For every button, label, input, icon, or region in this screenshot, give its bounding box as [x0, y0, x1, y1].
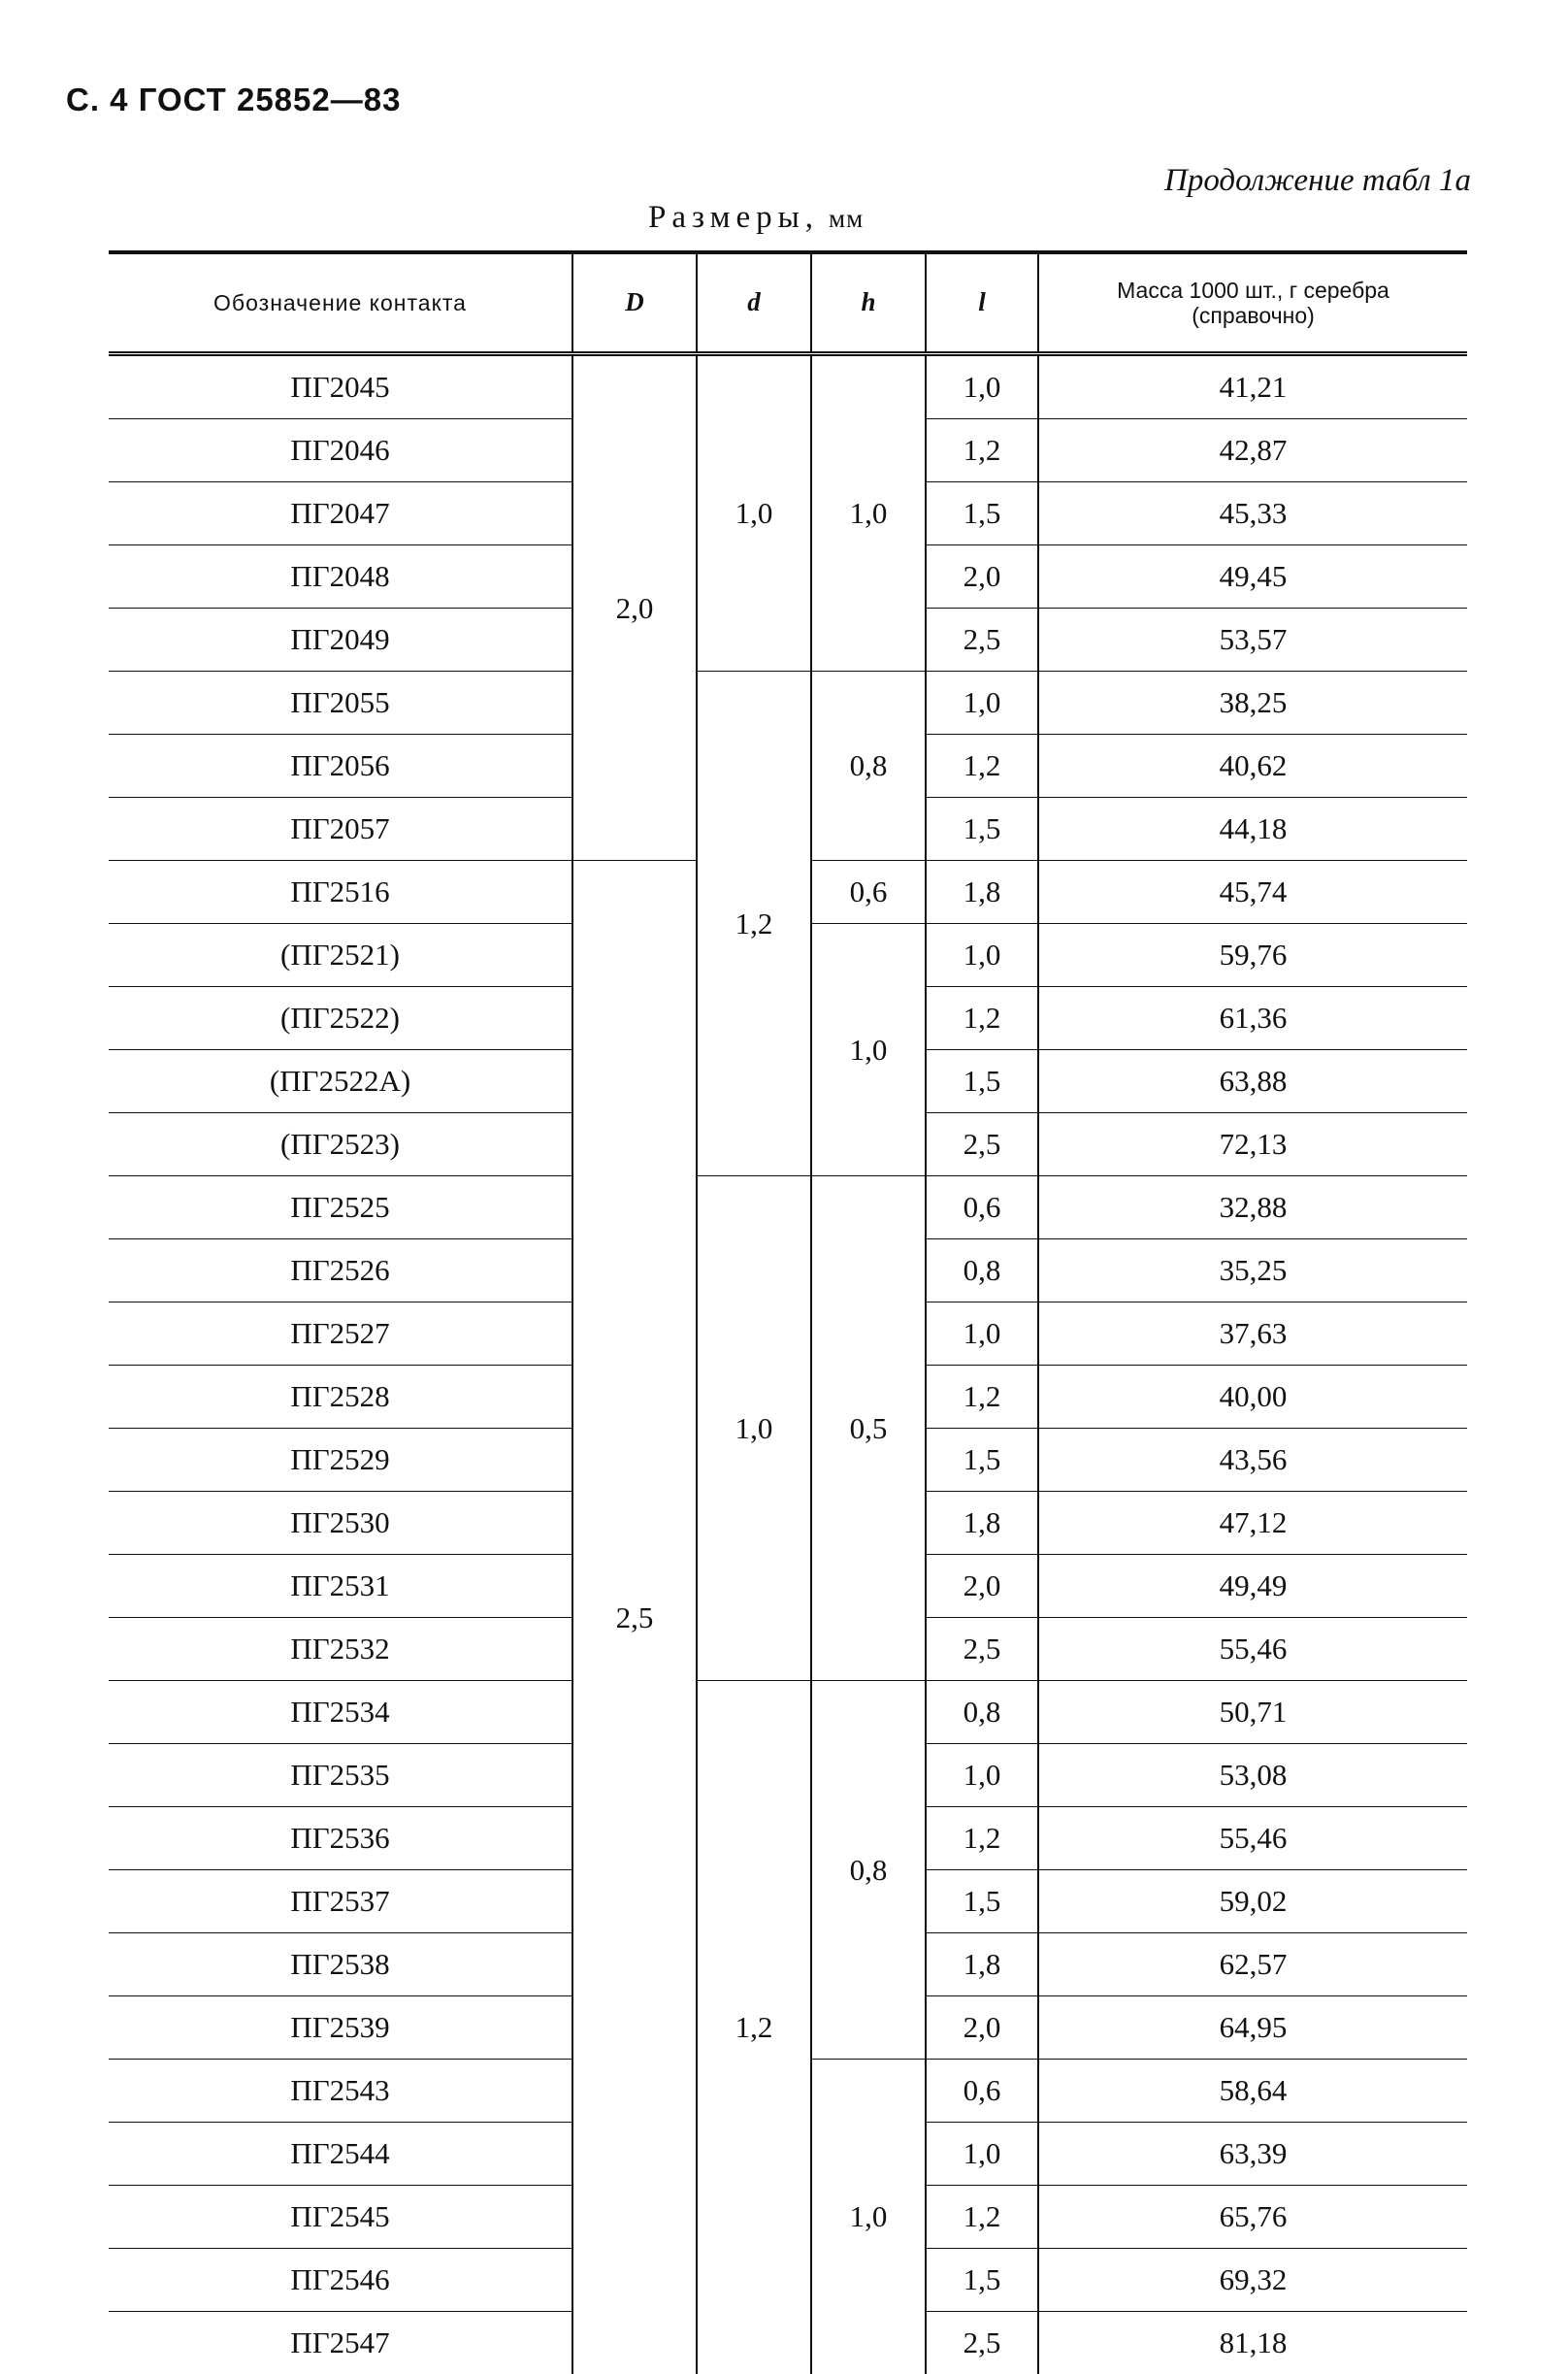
contact-designation: ПГ2532	[109, 1618, 572, 1681]
l-value: 1,8	[926, 1492, 1038, 1555]
D-value: 2,0	[572, 354, 697, 861]
contact-designation: ПГ2543	[109, 2060, 572, 2123]
table-body	[109, 354, 1467, 2374]
l-value: 1,5	[926, 798, 1038, 861]
l-value: 1,2	[926, 419, 1038, 482]
h-value: 0,8	[811, 1681, 926, 2060]
contact-designation: ПГ2527	[109, 1302, 572, 1366]
contact-designation: ПГ2046	[109, 419, 572, 482]
contact-designation: ПГ2048	[109, 545, 572, 609]
table-row	[109, 354, 1467, 419]
contact-designation: ПГ2057	[109, 798, 572, 861]
contact-designation: ПГ2516	[109, 861, 572, 924]
contact-designation: (ПГ2523)	[109, 1113, 572, 1176]
mass-value: 58,64	[1038, 2060, 1467, 2123]
table-continuation-label: Продолжение табл 1а	[1164, 163, 1471, 199]
mass-value: 45,74	[1038, 861, 1467, 924]
l-value: 1,2	[926, 1807, 1038, 1870]
contact-designation: ПГ2056	[109, 735, 572, 798]
l-value: 2,5	[926, 1113, 1038, 1176]
header-row	[109, 252, 1467, 354]
h-value: 1,0	[811, 924, 926, 1176]
sizes-caption	[648, 200, 864, 236]
D-value: 2,5	[572, 861, 697, 2374]
contact-designation: ПГ2535	[109, 1744, 572, 1807]
mass-value: 50,71	[1038, 1681, 1467, 1744]
mass-value: 42,87	[1038, 419, 1467, 482]
sizes-unit: мм	[829, 204, 864, 233]
l-value: 1,0	[926, 672, 1038, 735]
contacts-table	[109, 250, 1467, 2374]
contact-designation: ПГ2534	[109, 1681, 572, 1744]
header-mass	[1038, 252, 1467, 354]
l-value: 1,5	[926, 1050, 1038, 1113]
contact-designation: (ПГ2522А)	[109, 1050, 572, 1113]
mass-value: 45,33	[1038, 482, 1467, 545]
mass-value: 59,02	[1038, 1870, 1467, 1933]
contact-designation: ПГ2537	[109, 1870, 572, 1933]
header-d: d	[697, 252, 811, 354]
contact-designation: ПГ2547	[109, 2312, 572, 2374]
l-value: 1,5	[926, 482, 1038, 545]
mass-value: 35,25	[1038, 1239, 1467, 1302]
mass-value: 44,18	[1038, 798, 1467, 861]
contact-designation: (ПГ2521)	[109, 924, 572, 987]
mass-value: 63,39	[1038, 2123, 1467, 2186]
page-header: С. 4 ГОСТ 25852—83	[66, 82, 401, 118]
mass-value: 49,45	[1038, 545, 1467, 609]
sizes-caption-text: Размеры,	[648, 200, 819, 235]
header-contact-designation: Обозначение контакта	[109, 252, 572, 354]
l-value: 0,8	[926, 1239, 1038, 1302]
contact-designation: ПГ2045	[109, 354, 572, 419]
l-value: 1,8	[926, 1933, 1038, 1996]
h-value: 0,5	[811, 1176, 926, 1681]
contact-designation: ПГ2049	[109, 609, 572, 672]
mass-value: 81,18	[1038, 2312, 1467, 2374]
l-value: 1,8	[926, 861, 1038, 924]
mass-value: 65,76	[1038, 2186, 1467, 2249]
table-row	[109, 672, 1467, 735]
contact-designation: ПГ2531	[109, 1555, 572, 1618]
h-value: 1,0	[811, 354, 926, 672]
mass-value: 62,57	[1038, 1933, 1467, 1996]
l-value: 0,8	[926, 1681, 1038, 1744]
contact-designation: ПГ2536	[109, 1807, 572, 1870]
mass-value: 41,21	[1038, 354, 1467, 419]
mass-value: 55,46	[1038, 1618, 1467, 1681]
l-value: 2,5	[926, 2312, 1038, 2374]
l-value: 2,0	[926, 545, 1038, 609]
table-row	[109, 1176, 1467, 1239]
contact-designation: ПГ2538	[109, 1933, 572, 1996]
mass-value: 72,13	[1038, 1113, 1467, 1176]
l-value: 1,0	[926, 354, 1038, 419]
mass-value: 63,88	[1038, 1050, 1467, 1113]
l-value: 1,0	[926, 2123, 1038, 2186]
contact-designation: ПГ2544	[109, 2123, 572, 2186]
header-D: D	[572, 252, 697, 354]
d-value: 1,0	[697, 1176, 811, 1681]
l-value: 1,2	[926, 735, 1038, 798]
l-value: 1,5	[926, 1429, 1038, 1492]
contact-designation: ПГ2526	[109, 1239, 572, 1302]
h-value: 1,0	[811, 2060, 926, 2374]
contact-designation: ПГ2530	[109, 1492, 572, 1555]
contact-designation: ПГ2047	[109, 482, 572, 545]
l-value: 2,0	[926, 1996, 1038, 2060]
mass-value: 69,32	[1038, 2249, 1467, 2312]
l-value: 1,5	[926, 2249, 1038, 2312]
mass-value: 40,00	[1038, 1366, 1467, 1429]
l-value: 1,5	[926, 1870, 1038, 1933]
table-row	[109, 1681, 1467, 1744]
l-value: 1,0	[926, 924, 1038, 987]
mass-value: 40,62	[1038, 735, 1467, 798]
mass-value: 38,25	[1038, 672, 1467, 735]
mass-value: 55,46	[1038, 1807, 1467, 1870]
header-mass-line2: (справочно)	[1039, 303, 1467, 328]
mass-value: 53,57	[1038, 609, 1467, 672]
mass-value: 37,63	[1038, 1302, 1467, 1366]
l-value: 2,0	[926, 1555, 1038, 1618]
d-value: 1,0	[697, 354, 811, 672]
d-value: 1,2	[697, 1681, 811, 2374]
mass-value: 32,88	[1038, 1176, 1467, 1239]
contact-designation: ПГ2055	[109, 672, 572, 735]
contact-designation: ПГ2525	[109, 1176, 572, 1239]
header-h: h	[811, 252, 926, 354]
mass-value: 43,56	[1038, 1429, 1467, 1492]
mass-value: 49,49	[1038, 1555, 1467, 1618]
l-value: 1,0	[926, 1744, 1038, 1807]
header-l: l	[926, 252, 1038, 354]
l-value: 2,5	[926, 1618, 1038, 1681]
contact-designation: ПГ2529	[109, 1429, 572, 1492]
mass-value: 64,95	[1038, 1996, 1467, 2060]
contact-designation: ПГ2546	[109, 2249, 572, 2312]
d-value: 1,2	[697, 672, 811, 1176]
header-mass-line1: Масса 1000 шт., г серебра	[1039, 278, 1467, 303]
l-value: 1,2	[926, 1366, 1038, 1429]
l-value: 1,2	[926, 2186, 1038, 2249]
l-value: 1,2	[926, 987, 1038, 1050]
contact-designation: ПГ2539	[109, 1996, 572, 2060]
mass-value: 47,12	[1038, 1492, 1467, 1555]
mass-value: 61,36	[1038, 987, 1467, 1050]
contact-designation: ПГ2545	[109, 2186, 572, 2249]
contact-designation: (ПГ2522)	[109, 987, 572, 1050]
l-value: 1,0	[926, 1302, 1038, 1366]
l-value: 0,6	[926, 1176, 1038, 1239]
h-value: 0,6	[811, 861, 926, 924]
contact-designation: ПГ2528	[109, 1366, 572, 1429]
h-value: 0,8	[811, 672, 926, 861]
l-value: 2,5	[926, 609, 1038, 672]
mass-value: 53,08	[1038, 1744, 1467, 1807]
l-value: 0,6	[926, 2060, 1038, 2123]
mass-value: 59,76	[1038, 924, 1467, 987]
